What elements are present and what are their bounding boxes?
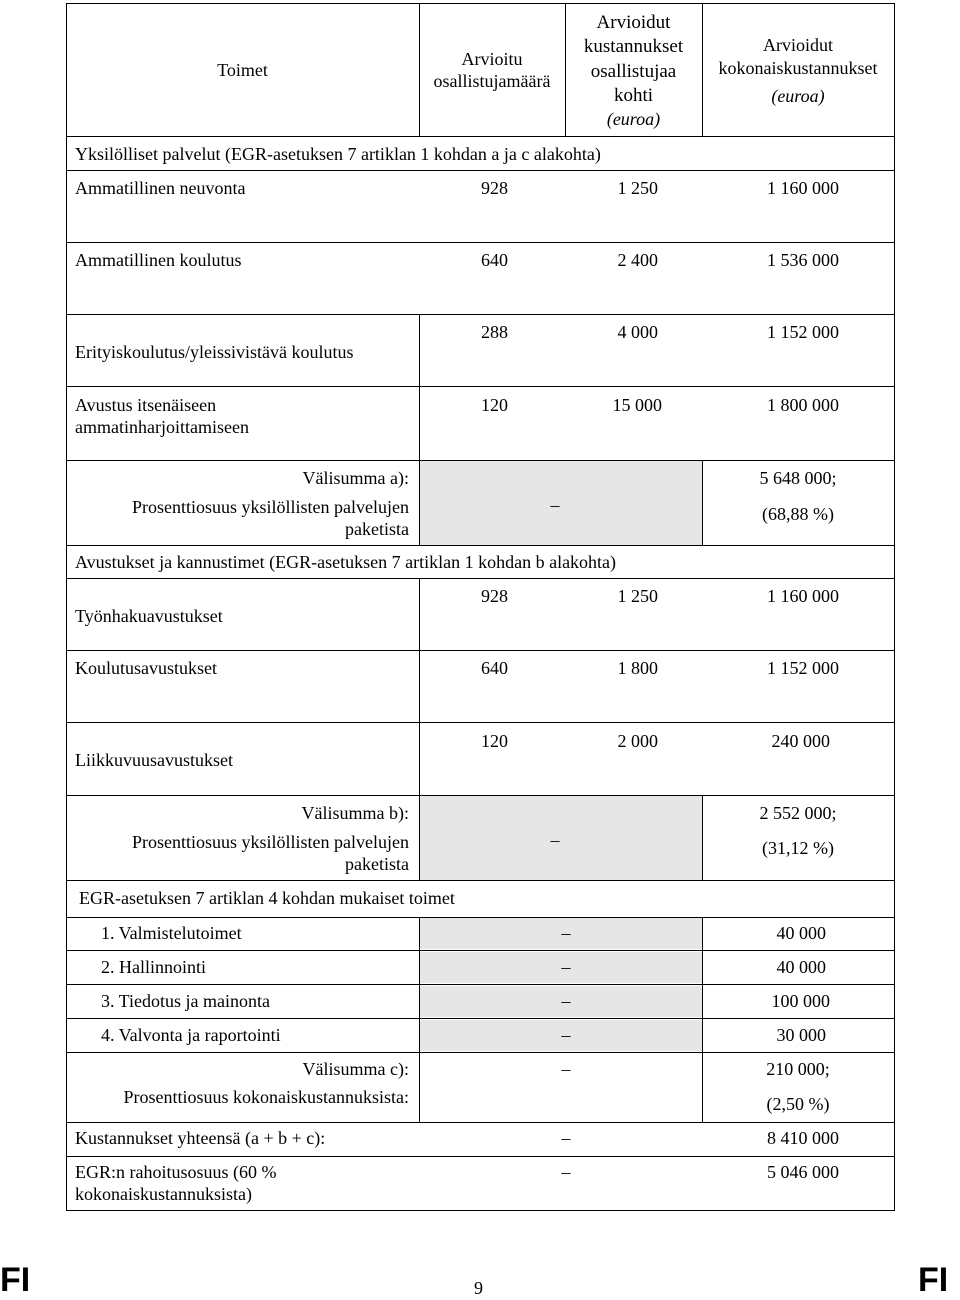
subtotal-a-dash: – — [550, 495, 560, 515]
row-b2-total: 1 152 000 — [767, 658, 839, 678]
total-dash: – — [561, 1128, 571, 1148]
row-c2-label: 2. Hallinnointi — [101, 957, 206, 977]
rule-c3 — [66, 1018, 895, 1019]
row-a4-label: Avustus itsenäiseen ammatinharjoittamiseen — [75, 395, 249, 437]
rule-v-right — [894, 3, 895, 1211]
row-b3-label: Liikkuvuusavustukset — [75, 750, 233, 770]
row-c2-dash: – — [561, 957, 571, 977]
header-per-cost-unit: (euroa) — [606, 109, 661, 129]
row-b1-participants: 928 — [481, 586, 508, 606]
subtotal-b-value: 2 552 000; — [759, 803, 837, 823]
subtotal-a-pct: (68,88 %) — [762, 504, 834, 524]
row-b2-participants: 640 — [481, 658, 508, 678]
subtotal-b-pct: (31,12 %) — [762, 838, 834, 858]
rule-a0 — [66, 170, 895, 171]
row-b3-participants: 120 — [481, 731, 508, 751]
row-a2-label: Ammatillinen koulutus — [75, 250, 242, 270]
row-a2-per: 2 400 — [617, 250, 658, 270]
row-b1-label: Työnhakuavustukset — [75, 606, 223, 626]
rule-b1 — [66, 650, 895, 651]
subtotal-c-label: Välisumma c): — [302, 1059, 409, 1079]
header-per-cost-4: kohti — [613, 85, 654, 106]
row-a3-participants: 288 — [481, 322, 508, 342]
row-a3-label: Erityiskoulutus/yleissivistävä koulutus — [75, 342, 354, 362]
rule-c-sub — [66, 1122, 895, 1123]
rule-b2 — [66, 722, 895, 723]
footer-lang-left: FI — [0, 1261, 31, 1299]
row-b1-total: 1 160 000 — [767, 586, 839, 606]
header-total-unit: (euroa) — [771, 86, 825, 106]
section-c-title: EGR-asetuksen 7 artiklan 4 kohdan mukaiset toimet — [79, 888, 455, 908]
total-label: Kustannukset yhteensä (a + b + c): — [75, 1128, 326, 1148]
rule-c2 — [66, 984, 895, 985]
row-a2-total: 1 536 000 — [767, 250, 839, 270]
rule-a1 — [66, 242, 895, 243]
egr-label: EGR:n rahoitusosuus (60 % kokonaiskustannuksista) — [75, 1162, 277, 1204]
total-value: 8 410 000 — [767, 1128, 839, 1148]
rule-a2 — [66, 314, 895, 315]
subtotal-a-value: 5 648 000; — [759, 468, 837, 488]
section-b-title: Avustukset ja kannustimet (EGR-asetuksen 7 artiklan 1 kohdan b alakohta) — [75, 552, 617, 572]
row-b2-label: Koulutusavustukset — [75, 658, 217, 678]
row-c4-total: 30 000 — [776, 1025, 826, 1045]
row-c1-total: 40 000 — [776, 923, 826, 943]
header-per-cost-1: Arvioidut — [596, 12, 671, 33]
header-per-cost-3: osallistujaa — [590, 61, 677, 82]
footer-lang-right: FI — [918, 1261, 949, 1299]
row-c4-dash: – — [561, 1025, 571, 1045]
row-a4-total: 1 800 000 — [767, 395, 839, 415]
row-c2-total: 40 000 — [776, 957, 826, 977]
subtotal-c-pct: (2,50 %) — [766, 1094, 830, 1114]
header-per-cost-2: kustannukset — [583, 36, 684, 57]
row-a2-participants: 640 — [481, 250, 508, 270]
rule-b-title — [66, 578, 895, 579]
header-participants: Arvioitu osallistujamäärä — [433, 49, 551, 91]
rule-total — [66, 1156, 895, 1157]
subtotal-b-dash: – — [550, 830, 560, 850]
subtotal-c-value: 210 000; — [766, 1059, 830, 1079]
row-b1-per: 1 250 — [617, 586, 658, 606]
rule-v-b — [419, 578, 420, 881]
row-a4-participants: 120 — [481, 395, 508, 415]
row-a4-per: 15 000 — [612, 395, 662, 415]
rule-c4 — [66, 1052, 895, 1053]
row-a1-per: 1 250 — [617, 178, 658, 198]
row-a1-label: Ammatillinen neuvonta — [75, 178, 246, 198]
subtotal-b-pct-label: Prosenttiosuus yksilöllisten palvelujen paketista — [132, 832, 409, 874]
subtotal-b-label: Välisumma b): — [301, 803, 409, 823]
rule-b-sub — [66, 880, 895, 881]
subtotal-c-dash: – — [561, 1059, 571, 1079]
rule-top — [66, 3, 895, 4]
row-a3-total: 1 152 000 — [767, 322, 839, 342]
subtotal-c-pct-label: Prosenttiosuus kokonaiskustannuksista: — [123, 1087, 409, 1107]
subtotal-a-pct-label: Prosenttiosuus yksilöllisten palvelujen paketista — [132, 497, 409, 539]
row-c3-dash: – — [561, 991, 571, 1011]
row-b2-per: 1 800 — [617, 658, 658, 678]
rule-v-a — [419, 314, 420, 546]
rule-a-sub — [66, 545, 895, 546]
row-c1-dash: – — [561, 923, 571, 943]
rule-a4 — [66, 460, 895, 461]
egr-dash: – — [561, 1162, 571, 1182]
rule-header-bottom — [66, 136, 895, 137]
rule-bottom — [66, 1210, 895, 1211]
header-total-1: Arvioidut — [763, 35, 833, 55]
page-number: 9 — [474, 1278, 483, 1298]
rule-b3 — [66, 795, 895, 796]
section-a-title: Yksilölliset palvelut (EGR-asetuksen 7 artiklan 1 kohdan a ja c alakohta) — [75, 144, 601, 164]
row-a3-per: 4 000 — [617, 322, 658, 342]
header-total-2: kokonaiskustannukset — [718, 58, 878, 78]
row-b3-total: 240 000 — [771, 731, 830, 751]
row-a1-total: 1 160 000 — [767, 178, 839, 198]
rule-v-left — [66, 3, 67, 1211]
subtotal-a-label: Välisumma a): — [302, 468, 409, 488]
egr-value: 5 046 000 — [767, 1162, 839, 1182]
row-c1-label: 1. Valmistelutoimet — [101, 923, 242, 943]
header-actions: Toimet — [217, 60, 268, 80]
row-c3-label: 3. Tiedotus ja mainonta — [101, 991, 271, 1011]
row-c3-total: 100 000 — [771, 991, 830, 1011]
rule-c-title — [66, 917, 895, 918]
row-b3-per: 2 000 — [617, 731, 658, 751]
row-a1-participants: 928 — [481, 178, 508, 198]
row-c4-label: 4. Valvonta ja raportointi — [101, 1025, 281, 1045]
rule-v-c — [419, 917, 420, 1123]
rule-c1 — [66, 950, 895, 951]
rule-a3 — [66, 386, 895, 387]
